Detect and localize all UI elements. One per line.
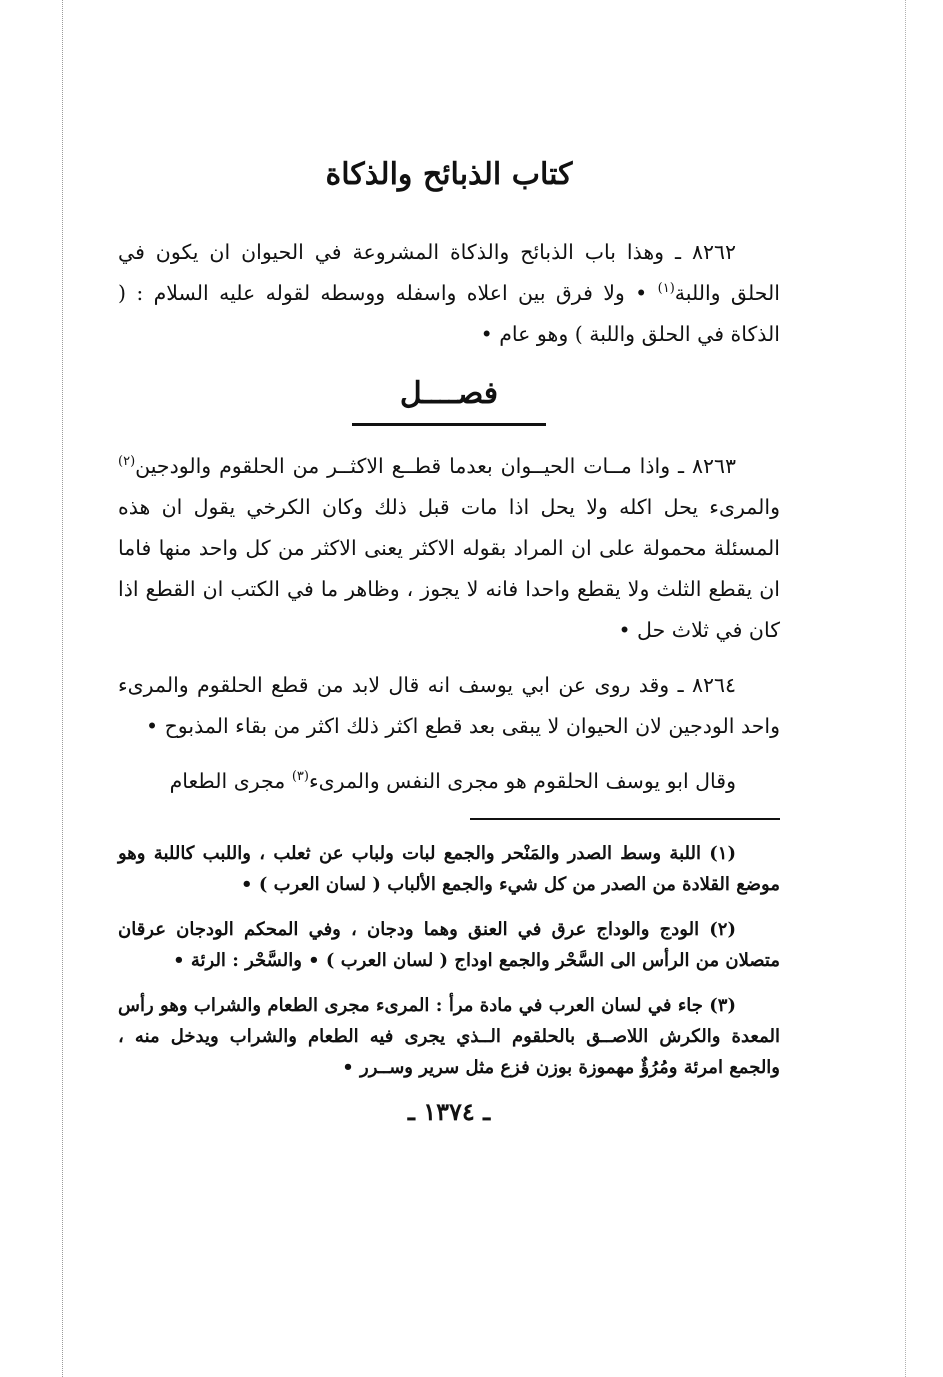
footnote-divider	[470, 818, 780, 820]
paragraph-text: وقال ابو يوسف الحلقوم هو مجرى النفس والمرىء	[308, 769, 736, 793]
paragraph-text: مجرى الطعام	[169, 769, 286, 793]
paragraph-text: • ولا فرق بين اعلاه واسفله ووسطه لقوله عليه السلام : ( الذكاة في الحلق واللبة ) وهو عام •	[118, 281, 780, 346]
book-title: كتاب الذبائح والذكاة	[325, 157, 573, 192]
footnote-ref[interactable]: (٣)	[291, 769, 309, 785]
paragraph-8263	[118, 446, 780, 651]
paragraph-number: ٨٢٦٣ ـ	[678, 454, 736, 478]
section-heading	[118, 369, 780, 426]
paragraph-8262	[118, 232, 780, 355]
paragraph-text: واذا مــات الحيــوان بعدما قطــع الاكثــر من الحلقوم والودجين	[135, 454, 671, 478]
paragraph-number: ٨٢٦٢ ـ	[675, 240, 736, 264]
page-number: ـ ١٣٧٤ ـ	[407, 1097, 491, 1126]
footnote-2: (٢) الودج والوداج عرق في العنق وهما ودجان ، وفي المحكم الودجان عرقان متصلان من الرأس الى السَّحْر والجمع اوداج ( لسان العرب ) • والسَّحْر : الرئة •	[118, 919, 780, 971]
scan-edge-right	[905, 0, 906, 1377]
scan-edge-left	[62, 0, 63, 1377]
footnote-ref[interactable]: (١)	[657, 281, 675, 297]
paragraph-number: ٨٢٦٤ ـ	[677, 673, 736, 697]
footnote-1: (١) اللبة وسط الصدر والمَنْحر والجمع لبات ولباب عن ثعلب ، واللبب كاللبة وهو موضع القلادة من الصدر من كل شيء والجمع الألباب ( لسان العرب ) •	[118, 843, 780, 895]
paragraph-text: والمرىء يحل اكله ولا يحل اذا مات قبل ذلك وكان الكرخي يقول ان هذه المسئلة محمولة على ان المراد بقوله الاكثر يعنى الاكثر من كل واحد منها فاما ان يقطع الثلث ولا يقطع واحدا فانه لا يجوز ، وظاهر ما في الكتب ان القطع اذا كان في ثلاث حل •	[118, 495, 780, 642]
paragraph-text: وهذا باب الذبائح والذكاة المشروعة في الحيوان ان يكون في الحلق واللبة	[118, 240, 780, 305]
footnote-ref[interactable]: (٢)	[118, 454, 136, 470]
paragraph-abu-yusuf	[118, 761, 780, 802]
paragraph-8264	[118, 665, 780, 747]
footnote-3: (٣) جاء في لسان العرب في مادة مرأ : المرىء مجرى الطعام والشراب وهو رأس المعدة والكرش اللاصــق بالحلقوم الــذي يجرى فيه الطعام والشراب ويدخل منه ، والجمع امرئة ومُرُؤٌ مهموزة بوزن فزع مثل سرير وســرر •	[118, 995, 780, 1078]
document-page	[118, 150, 780, 1126]
section-heading-label: فصــــل	[352, 369, 546, 426]
paragraph-text: وقد روى عن ابي يوسف انه قال لابد من قطع الحلقوم والمرىء واحد الودجين لان الحيوان لا يبقى بعد قطع اكثر ذلك اكثر من بقاء المذبوح •	[118, 673, 780, 738]
